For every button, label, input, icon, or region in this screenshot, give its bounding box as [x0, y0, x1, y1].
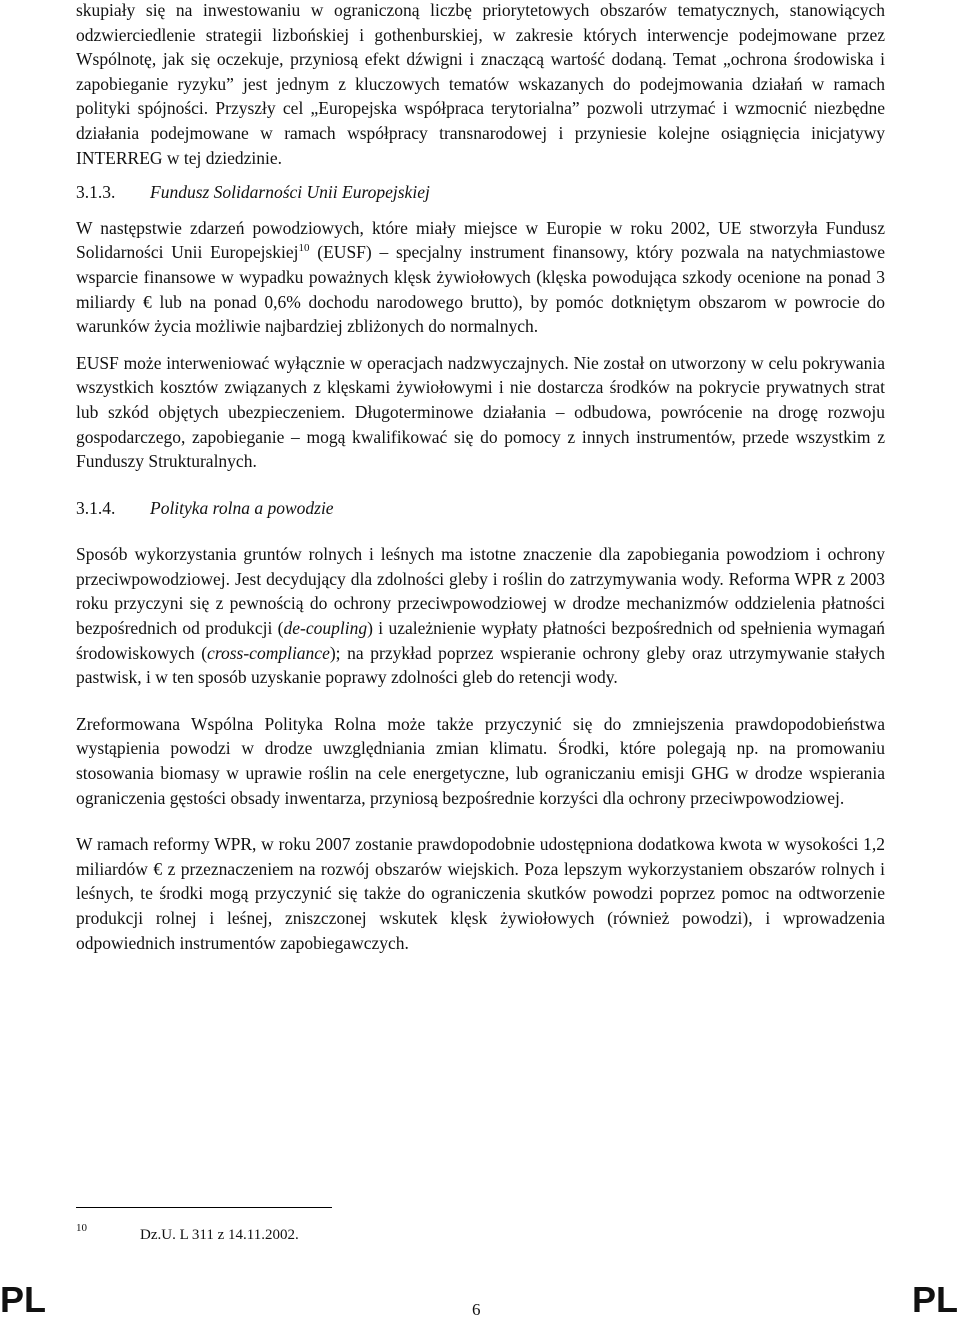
page-number: 6 [472, 1300, 481, 1319]
page-footer [0, 1279, 960, 1320]
paragraph-text: skupiały się na inwestowaniu w ograniczoną liczbę priorytetowych obszarów tematycznych, stanowiących odzwierciedlenie strategii lizbońskiej i gothenburskiej, w zakresie których interwencje podejmowane przez Wspólnotę, jak się oczekuje, przyniosą efekt dźwigni i znaczącą wartość dodaną. Temat „ochrona środowiska i zapobieganie ryzyku” jest jednym z kluczowych tematów wskazanych do podejmowania działań w ramach polityki spójności. Przyszły cel „Europejska współpraca terytorialna” pozwoli utrzymać i wzmocnić niezbędne działania podejmowane w ramach współpracy transnarodowej i przyniesie kolejne osiągnięcia inicjatywy INTERREG w tej dziedzinie. [76, 0, 885, 168]
section-number: 3.1.4. [76, 497, 116, 518]
footnote-text: Dz.U. L 311 z 14.11.2002. [140, 1227, 299, 1243]
paragraph-cap-climate [76, 712, 885, 810]
paragraph-text: Sposób wykorzystania gruntów rolnych i leśnych ma istotne znaczenie dla zapobiegania powodziom i ochrony przeciwpowodziowej. Jest decydujący dla zdolności gleby i roślin do zatrzymywania wody. Reforma WPR z 2003 roku przyczyni się z pewnością do ochrony przeciwpowodziowej w drodze mechanizmów oddzielenia płatności bezpośrednich od produkcji ( [76, 544, 885, 639]
paragraph-text: ) i uzależnienie wypłaty płatności bezpośrednich od spełnienia wymagań środowiskowych ( [76, 618, 886, 663]
footnote-separator [76, 1207, 332, 1208]
section-title: Fundusz Solidarności Unii Europejskiej [150, 182, 430, 203]
emphasis-text: de-coupling [283, 618, 368, 639]
section-number: 3.1.3. [76, 182, 116, 203]
footnote-ref[interactable]: 10 [298, 242, 310, 255]
document-body [76, 0, 885, 955]
paragraph-text: Zreformowana Wspólna Polityka Rolna może także przyczynić się do zmniejszenia prawdopodobieństwa wystąpienia powodzi w drodze uwzględniania zmian klimatu. Środki, które polegają np. na promowaniu stosowania biomasy w uprawie roślin na cele energetyczne, lub ograniczaniu emisji GHG w drodze wspierania ograniczenia gęstości obsady inwentarza, przyniosą bezpośrednie korzyści dla ochrony przeciwpowodziowej. [76, 713, 885, 808]
paragraph-text: ); na przykład poprzez wspieranie ochrony gleby oraz utrzymywanie stałych pastwisk, i w ten sposób uzyskanie poprawy zdolności gleb do retencji wody. [76, 642, 885, 688]
paragraph-text: (EUSF) – specjalny instrument finansowy, który pozwala na natychmiastowe wsparcie finansowe w wypadku poważnych klęsk żywiołowych (klęska powodująca szkody ocenione na ponad 3 miliardy € lub na ponad 0,6% dochodu narodowego brutto), by pomóc dotkniętym obszarom w powrocie do warunków życia możliwie najbardziej zbliżonych do normalnych. [76, 242, 885, 337]
paragraph-text: W ramach reformy WPR, w roku 2007 zostanie prawdopodobnie udostępniona dodatkowa kwota w wysokości 1,2 miliardów € z przeznaczeniem na rozwój obszarów wiejskich. Poza lepszym wykorzystaniem obszarów rolnych i leśnych, te środki mogą przyczynić się także do ograniczenia skutków powodzi poprzez pomoc na odtworzenie produkcji rolnej i leśnej, zniszczonej wskutek klęsk żywiołowych (również powodzi), i wprowadzenia odpowiednich instrumentów zapobiegawczych. [76, 834, 885, 953]
language-code-right: PL [911, 1279, 958, 1320]
paragraph-text: W następstwie zdarzeń powodziowych, które miały miejsce w Europie w roku 2002, UE stworzyła Fundusz Solidarności Unii Europejskiej [76, 217, 885, 263]
language-code-left: PL [0, 1279, 47, 1320]
paragraph-eusf-intro [76, 216, 885, 339]
footnote-number: 10 [76, 1222, 87, 1234]
paragraph-text: EUSF może interweniować wyłącznie w operacjach nadzwyczajnych. Nie został on utworzony w celu pokrywania wszystkich kosztów związanych z klęskami żywiołowymi i nie dostarcza środków na pokrycie prywatnych strat lub szkód objętych ubezpieczeniem. Długoterminowe działania – odbudowa, powrócenie na drogę rozwoju gospodarczego, zapobieganie – mogą kwalifikować się do pomocy z innych instrumentów, przede wszystkim z Funduszy Strukturalnych. [76, 352, 885, 472]
section-title: Polityka rolna a powodzie [150, 497, 334, 518]
paragraph-eusf-scope [76, 351, 885, 474]
section-heading-3-1-4 [76, 496, 885, 521]
paragraph-cap-2007 [76, 832, 885, 955]
emphasis-text: cross-compliance [207, 642, 330, 663]
paragraph-land-use [76, 542, 885, 690]
paragraph-intro [76, 0, 885, 170]
section-heading-3-1-3 [76, 180, 885, 205]
